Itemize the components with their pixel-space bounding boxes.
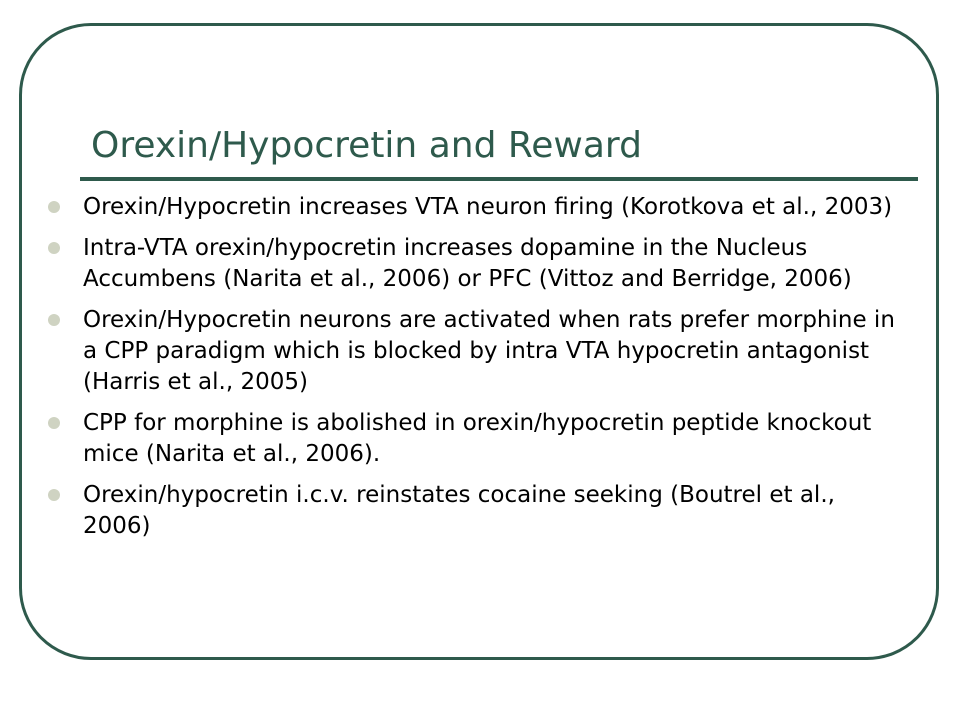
bullet-dot-icon <box>48 242 60 254</box>
title-underline <box>80 177 918 181</box>
bullet-text: CPP for morphine is abolished in orexin/hypocretin peptide knockout mice (Narita et al., 2006). <box>83 410 872 467</box>
bullet-text: Intra-VTA orexin/hypocretin increases dopamine in the Nucleus Accumbens (Narita et al., 2006) or PFC (Vittoz and Berridge, 2006) <box>83 235 852 292</box>
bullet-item <box>44 480 904 542</box>
bullet-text: Orexin/Hypocretin increases VTA neuron firing (Korotkova et al., 2003) <box>83 194 893 220</box>
bullet-text: Orexin/Hypocretin neurons are activated when rats prefer morphine in a CPP paradigm which is blocked by intra VTA hypocretin antagonist (Harris et al., 2005) <box>83 307 895 395</box>
bullet-item <box>44 233 904 295</box>
bullet-item <box>44 305 904 398</box>
bullet-item <box>44 192 904 223</box>
bullet-text: Orexin/hypocretin i.c.v. reinstates cocaine seeking (Boutrel et al., 2006) <box>83 482 835 539</box>
bullet-dot-icon <box>48 417 60 429</box>
bullet-dot-icon <box>48 314 60 326</box>
bullet-item <box>44 408 904 470</box>
bullet-dot-icon <box>48 489 60 501</box>
bullet-list <box>44 192 904 552</box>
bullet-dot-icon <box>48 201 60 213</box>
slide-title: Orexin/Hypocretin and Reward <box>91 125 642 166</box>
